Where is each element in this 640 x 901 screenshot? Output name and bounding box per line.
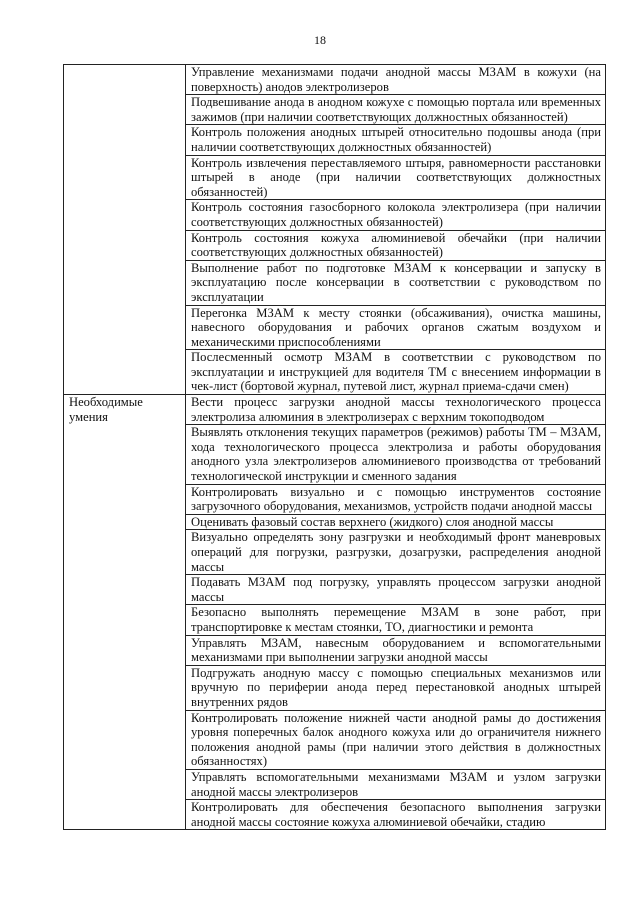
table-cell-text: Оценивать фазовый состав верхнего (жидкого) слоя анодной массы	[186, 514, 606, 530]
table-cell-text: Контролировать положение нижней части анодной рамы до достижения уровня поперечных балок анодного кожуха или до ограничителя нижнего положения анодной рамы (при наличии этого действия в должностных обязанностях)	[186, 710, 606, 769]
table-cell-text: Послесменный осмотр МЗАМ в соответствии с руководством по эксплуатации и инструкцией для водителя ТМ с внесением информации в чек-лист (бортовой журнал, путевой лист, журнал приема-сдачи смен)	[186, 350, 606, 395]
table-row	[64, 65, 606, 95]
table-cell-text: Подвешивание анода в анодном кожухе с помощью портала или временных зажимов (при наличии соответствующих должностных обязанностей)	[186, 95, 606, 125]
table-cell-text: Контроль состояния газосборного колокола электролизера (при наличии соответствующих должностных обязанностей)	[186, 200, 606, 230]
section-label-actions	[64, 65, 186, 395]
table-cell-text: Вести процесс загрузки анодной массы технологического процесса электролиза алюминия в электролизерах с верхним токоподводом	[186, 395, 606, 425]
table-cell-text: Управление механизмами подачи анодной массы МЗАМ в кожухи (на поверхность) анодов электролизеров	[186, 65, 606, 95]
table-cell-text: Контроль положения анодных штырей относительно подошвы анода (при наличии соответствующих должностных обязанностей)	[186, 125, 606, 155]
table-row	[64, 395, 606, 425]
section-label-skills: Необходимые умения	[64, 395, 186, 830]
table-cell-text: Безопасно выполнять перемещение МЗАМ в зоне работ, при транспортировке к местам стоянки, ТО, диагностики и ремонта	[186, 605, 606, 635]
table-cell-text: Подавать МЗАМ под погрузку, управлять процессом загрузки анодной массы	[186, 575, 606, 605]
table-cell-text: Контроль состояния кожуха алюминиевой обечайки (при наличии соответствующих должностных обязанностей)	[186, 230, 606, 260]
table-cell-text: Перегонка МЗАМ к месту стоянки (обсаживания), очистка машины, навесного оборудования и рабочих органов сжатым воздухом и механическими приспособлениями	[186, 305, 606, 350]
page-number: 18	[314, 33, 326, 47]
table-cell-text: Подгружать анодную массу с помощью специальных механизмов или вручную по периферии анода перед перестановкой анодных штырей внутренних рядов	[186, 665, 606, 710]
table-cell-text: Управлять МЗАМ, навесным оборудованием и вспомогательными механизмами при выполнении загрузки анодной массы	[186, 635, 606, 665]
table-cell-text: Контроль извлечения переставляемого штыря, равномерности расстановки штырей в аноде (при наличии соответствующих должностных обязанностей)	[186, 155, 606, 200]
table-cell-text: Контролировать для обеспечения безопасного выполнения загрузки анодной массы состояние кожуха алюминиевой обечайки, стадию	[186, 800, 606, 830]
table-cell-text: Выполнение работ по подготовке МЗАМ к консервации и запуску в эксплуатацию после консервации в соответствии с руководством по эксплуатации	[186, 260, 606, 305]
table-cell-text: Управлять вспомогательными механизмами МЗАМ и узлом загрузки анодной массы электролизеров	[186, 769, 606, 799]
table-cell-text: Контролировать визуально и с помощью инструментов состояние загрузочного оборудования, механизмов, устройств подачи анодной массы	[186, 484, 606, 514]
requirements-table	[63, 64, 606, 830]
table-cell-text: Выявлять отклонения текущих параметров (режимов) работы ТМ – МЗАМ, хода технологического процесса электролиза и работы оборудования анодного узла электролизеров алюминиевого производства от требований технологической инструкции и сменного задания	[186, 425, 606, 484]
table-body	[64, 65, 606, 830]
table-cell-text: Визуально определять зону разгрузки и необходимый фронт маневровых операций для погрузки, разгрузки, дозагрузки, распределения анодной массы	[186, 530, 606, 575]
